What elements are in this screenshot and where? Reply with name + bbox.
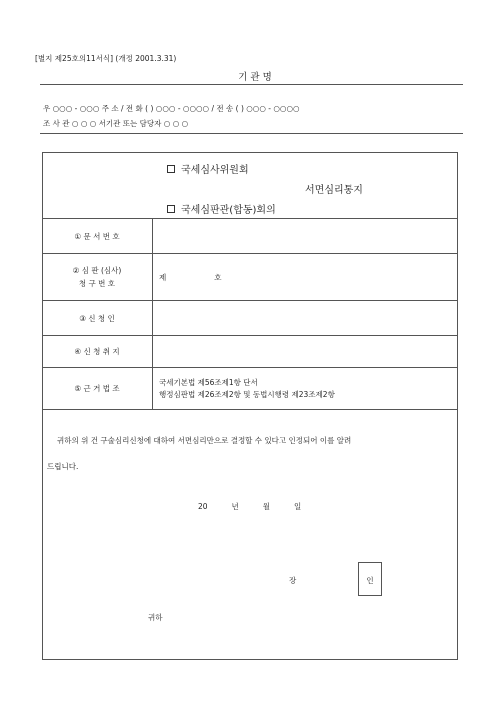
notice-body-line2: 드립니다. [47, 462, 79, 471]
row-label-line2: 청 구 번 호 [78, 279, 116, 288]
option-tribunal-label: 국세심판관(합동)회의 [181, 205, 276, 216]
date-line [198, 501, 301, 512]
form-reference: [별지 제25호의11서식] (개정 2001.3.31) [35, 54, 177, 63]
divider [40, 133, 463, 134]
form-table [42, 218, 458, 410]
staff-line: 조 사 관 ○ ○ ○ 서기관 또는 담당자 ○ ○ ○ [43, 119, 189, 128]
claim-prefix: 제 [159, 272, 167, 282]
claim-suffix: 호 [214, 272, 222, 282]
request-purpose-field[interactable] [153, 336, 459, 368]
address-line: 우 ○○○ - ○○○ 주 소 / 전 화 ( ) ○○○ - ○○○○ / 전 송 ( ) ○○○ - ○○○○ [43, 104, 300, 113]
legal-basis-field [153, 368, 459, 410]
checkbox-icon[interactable] [167, 205, 175, 213]
row-label: ⑤ 근 거 법 조 [42, 368, 153, 410]
document-number-field[interactable] [153, 219, 459, 254]
addressee-label: 귀하 [148, 613, 163, 622]
document-title: 서면심리통지 [305, 185, 363, 196]
chief-label: 장 [289, 576, 297, 585]
table-row [42, 368, 458, 410]
notice-body-line1: 귀하의 위 건 구술심리신청에 대하여 서면심리만으로 결정할 수 있다고 인정되어 이를 알려 [57, 436, 352, 445]
date-month-unit: 월 [262, 502, 271, 511]
option-committee[interactable] [167, 161, 249, 176]
table-row [42, 219, 458, 254]
applicant-field[interactable] [153, 301, 459, 336]
agency-name: 기 관 명 [238, 72, 272, 83]
claim-number-field[interactable] [153, 254, 459, 301]
row-label: ① 문 서 번 호 [42, 219, 153, 254]
date-year: 20 [198, 502, 208, 511]
table-row [42, 301, 458, 336]
date-day-unit: 일 [294, 502, 302, 511]
row-label: ④ 신 청 취 지 [42, 336, 153, 368]
divider [40, 84, 463, 85]
table-row [42, 254, 458, 301]
option-committee-label: 국세심사위원회 [181, 165, 249, 176]
date-year-unit: 년 [231, 502, 239, 511]
table-row [42, 336, 458, 368]
row-label: ③ 신 청 인 [42, 301, 153, 336]
legal-basis-line1: 국세기본법 제56조제1항 단서 [159, 377, 258, 387]
legal-basis-line2: 행정심판법 제26조제2항 및 동법시행령 제23조제2항 [159, 389, 335, 399]
checkbox-icon[interactable] [167, 165, 175, 173]
row-label [42, 254, 153, 301]
option-tribunal[interactable] [167, 201, 276, 216]
row-label-line1: ② 심 판 (심사) [72, 266, 122, 275]
seal-label: 인 [366, 576, 374, 585]
